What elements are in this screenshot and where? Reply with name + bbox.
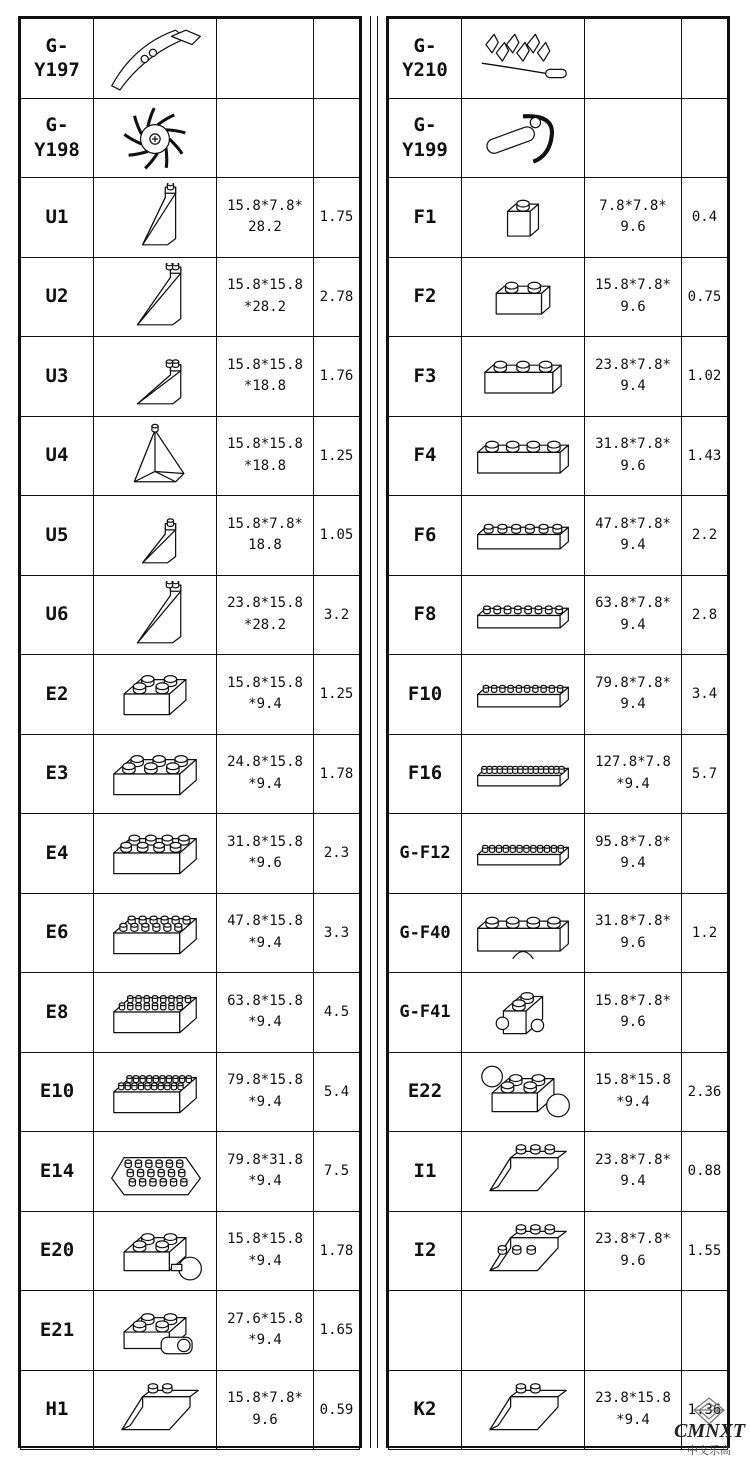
part-weight: 1.43 (682, 416, 728, 496)
part-dimensions: 15.8*15.8 *18.8 (217, 337, 314, 417)
part-image-cell (462, 496, 585, 576)
part-image-cell (94, 1291, 217, 1371)
part-code: U3 (21, 337, 94, 417)
part-image-cell (94, 337, 217, 417)
part-image-cell (462, 814, 585, 894)
part-dimensions (585, 98, 682, 178)
part-dimensions: 15.8*15.8 *9.4 (217, 1211, 314, 1291)
part-dimensions: 15.8*7.8* 9.6 (585, 973, 682, 1053)
part-image-cell (462, 337, 585, 417)
part-image-cell (462, 1211, 585, 1291)
part-weight (682, 98, 728, 178)
part-code: E3 (21, 734, 94, 814)
part-code: U1 (21, 178, 94, 258)
watermark-logo (674, 1396, 744, 1458)
part-row (389, 416, 728, 496)
wedge-plate-icon (103, 1137, 207, 1205)
part-weight: 2.2 (682, 496, 728, 576)
part-row (389, 178, 728, 258)
part-weight: 2.8 (682, 575, 728, 655)
part-dimensions: 31.8*15.8 *9.6 (217, 814, 314, 894)
part-dimensions: 23.8*15.8 *28.2 (217, 575, 314, 655)
part-weight: 3.3 (314, 893, 360, 973)
part-weight: 1.76 (314, 337, 360, 417)
part-dimensions: 23.8*15.8 *9.4 (585, 1370, 682, 1450)
part-code: F6 (389, 496, 462, 576)
brick-1x16-icon (471, 740, 575, 808)
part-code: G- Y210 (389, 19, 462, 99)
part-row (21, 257, 360, 337)
part-row (21, 1370, 360, 1450)
part-weight: 2.3 (314, 814, 360, 894)
part-dimensions: 7.8*7.8* 9.6 (585, 178, 682, 258)
part-weight: 1.36 (682, 1370, 728, 1450)
column-separator (362, 16, 386, 1448)
part-row (21, 416, 360, 496)
watermark-text: CMNXT (674, 1420, 746, 1442)
part-weight (314, 19, 360, 99)
part-image-cell (94, 575, 217, 655)
part-dimensions: 15.8*15.8 *28.2 (217, 257, 314, 337)
brick-1x2-icon (471, 263, 575, 331)
part-code: E6 (21, 893, 94, 973)
part-code: E14 (21, 1132, 94, 1212)
part-image-cell (462, 257, 585, 337)
part-code: U5 (21, 496, 94, 576)
part-dimensions: 27.6*15.8 *9.4 (217, 1291, 314, 1371)
part-weight: 1.55 (682, 1211, 728, 1291)
part-dimensions: 31.8*7.8* 9.6 (585, 893, 682, 973)
part-code: F3 (389, 337, 462, 417)
part-row (21, 1052, 360, 1132)
slope-tall-1x2-icon (103, 183, 207, 251)
part-code: E21 (21, 1291, 94, 1371)
brick-1x10-icon (471, 660, 575, 728)
part-code: U2 (21, 257, 94, 337)
part-row (389, 1211, 728, 1291)
brick-2x2-icon (103, 660, 207, 728)
part-image-cell (94, 973, 217, 1053)
part-weight: 5.4 (314, 1052, 360, 1132)
part-code: G- Y198 (21, 98, 94, 178)
part-row (21, 496, 360, 576)
part-image-cell (94, 178, 217, 258)
part-image-cell (94, 814, 217, 894)
part-code: G-F41 (389, 973, 462, 1053)
parts-sheet (18, 16, 730, 1448)
part-dimensions: 15.8*15.8 *18.8 (217, 416, 314, 496)
part-weight: 0.4 (682, 178, 728, 258)
inverted-slope-2x3-icon (471, 1217, 575, 1285)
part-row (21, 1132, 360, 1212)
part-weight: 1.25 (314, 416, 360, 496)
part-weight: 0.88 (682, 1132, 728, 1212)
part-image-cell (462, 893, 585, 973)
part-dimensions: 15.8*15.8 *9.4 (217, 655, 314, 735)
part-dimensions: 47.8*15.8 *9.4 (217, 893, 314, 973)
brick-1x8-icon (471, 581, 575, 649)
part-row (389, 893, 728, 973)
part-row (21, 178, 360, 258)
part-row (21, 1291, 360, 1371)
slope-tall-2x2-icon (103, 263, 207, 331)
brick-1x3-icon (471, 342, 575, 410)
part-row (21, 1211, 360, 1291)
part-dimensions: 79.8*7.8* 9.4 (585, 655, 682, 735)
part-row (21, 98, 360, 178)
part-code: U6 (21, 575, 94, 655)
part-row (389, 496, 728, 576)
part-dimensions: 15.8*15.8 *9.4 (585, 1052, 682, 1132)
ball-joint-brick-icon (103, 1217, 207, 1285)
part-code: F8 (389, 575, 462, 655)
part-image-cell (462, 178, 585, 258)
part-dimensions: 79.8*15.8 *9.4 (217, 1052, 314, 1132)
leaf-branch-icon (471, 24, 575, 92)
part-dimensions (585, 1291, 682, 1371)
part-weight: 7.5 (314, 1132, 360, 1212)
part-image-cell (462, 575, 585, 655)
part-image-cell (462, 1052, 585, 1132)
part-code: I2 (389, 1211, 462, 1291)
part-weight (682, 19, 728, 99)
left-parts-table (20, 18, 360, 1450)
part-image-cell (462, 19, 585, 99)
bent-arm-icon (103, 24, 207, 92)
part-dimensions: 23.8*7.8* 9.4 (585, 1132, 682, 1212)
part-code (389, 1291, 462, 1371)
slope-1x3-icon (471, 1376, 575, 1444)
part-image-cell (94, 98, 217, 178)
part-row (21, 19, 360, 99)
part-dimensions: 23.8*7.8* 9.6 (585, 1211, 682, 1291)
part-image-cell (94, 416, 217, 496)
inverted-slope-icon (103, 1376, 207, 1444)
part-weight: 2.78 (314, 257, 360, 337)
part-dimensions (217, 98, 314, 178)
side-stud-brick-icon (471, 978, 575, 1046)
part-weight (682, 814, 728, 894)
part-image-cell (462, 1291, 585, 1371)
part-weight: 2.36 (682, 1052, 728, 1132)
brick-2x3-icon (103, 740, 207, 808)
part-code: K2 (389, 1370, 462, 1450)
part-row (21, 893, 360, 973)
part-weight (682, 973, 728, 1053)
part-dimensions: 15.8*7.8* 9.6 (585, 257, 682, 337)
part-dimensions: 24.8*15.8 *9.4 (217, 734, 314, 814)
slope-1x2-icon (103, 501, 207, 569)
part-row (21, 814, 360, 894)
part-dimensions: 31.8*7.8* 9.6 (585, 416, 682, 496)
part-code: F4 (389, 416, 462, 496)
inverted-slope-1x3-icon (471, 1137, 575, 1205)
part-image-cell (94, 19, 217, 99)
part-image-cell (94, 1132, 217, 1212)
slope-2x2-icon (103, 342, 207, 410)
brick-2x10-icon (103, 1058, 207, 1126)
part-image-cell (94, 1052, 217, 1132)
part-row (389, 1291, 728, 1371)
part-code: E10 (21, 1052, 94, 1132)
part-image-cell (462, 1370, 585, 1450)
part-image-cell (462, 734, 585, 814)
part-weight: 1.2 (682, 893, 728, 973)
part-image-cell (462, 1132, 585, 1212)
part-row (21, 337, 360, 417)
part-image-cell (462, 655, 585, 735)
part-image-cell (94, 734, 217, 814)
brick-1x1-icon (471, 183, 575, 251)
part-weight (682, 1291, 728, 1371)
part-image-cell (94, 655, 217, 735)
pyramid-slope-icon (103, 422, 207, 490)
part-image-cell (94, 1211, 217, 1291)
part-row (21, 655, 360, 735)
part-image-cell (462, 416, 585, 496)
part-dimensions: 47.8*7.8* 9.4 (585, 496, 682, 576)
part-row (21, 973, 360, 1053)
brick-1x4-icon (471, 422, 575, 490)
part-row (389, 257, 728, 337)
arch-brick-icon (471, 899, 575, 967)
part-code: H1 (21, 1370, 94, 1450)
part-weight: 1.75 (314, 178, 360, 258)
part-weight: 3.4 (682, 655, 728, 735)
part-code: E2 (21, 655, 94, 735)
part-code: E20 (21, 1211, 94, 1291)
part-row (21, 734, 360, 814)
part-image-cell (94, 257, 217, 337)
part-weight: 1.25 (314, 655, 360, 735)
left-parts-panel (18, 16, 362, 1448)
part-code: E22 (389, 1052, 462, 1132)
part-weight: 1.05 (314, 496, 360, 576)
part-dimensions: 95.8*7.8* 9.4 (585, 814, 682, 894)
brick-1x12-icon (471, 819, 575, 887)
part-dimensions (585, 19, 682, 99)
part-weight: 0.59 (314, 1370, 360, 1450)
part-image-cell (94, 893, 217, 973)
part-row (389, 1052, 728, 1132)
part-weight: 0.75 (682, 257, 728, 337)
part-row (389, 98, 728, 178)
watermark-subtext: 中文乐高 (687, 1444, 731, 1457)
brick-1x6-icon (471, 501, 575, 569)
part-code: F10 (389, 655, 462, 735)
part-image-cell (94, 496, 217, 576)
part-weight (314, 98, 360, 178)
part-weight: 1.02 (682, 337, 728, 417)
part-code: F1 (389, 178, 462, 258)
right-parts-panel (386, 16, 730, 1448)
part-dimensions: 23.8*7.8* 9.4 (585, 337, 682, 417)
part-image-cell (94, 1370, 217, 1450)
part-weight: 3.2 (314, 575, 360, 655)
slope-3x2-icon (103, 581, 207, 649)
part-row (389, 1132, 728, 1212)
part-dimensions: 15.8*7.8* 9.6 (217, 1370, 314, 1450)
part-row (389, 575, 728, 655)
part-code: G-F40 (389, 893, 462, 973)
brick-2x4-icon (103, 819, 207, 887)
part-dimensions: 63.8*15.8 *9.4 (217, 973, 314, 1053)
part-code: E8 (21, 973, 94, 1053)
right-parts-table (388, 18, 728, 1450)
brick-2x8-icon (103, 978, 207, 1046)
part-code: I1 (389, 1132, 462, 1212)
gear-wheel-icon (103, 104, 207, 172)
handle-bar-icon (471, 104, 575, 172)
part-row (389, 973, 728, 1053)
part-row (389, 337, 728, 417)
part-weight: 1.78 (314, 734, 360, 814)
part-image-cell (462, 973, 585, 1053)
part-weight: 1.78 (314, 1211, 360, 1291)
part-row (389, 814, 728, 894)
part-row (389, 655, 728, 735)
brick-2x6-icon (103, 899, 207, 967)
part-weight: 5.7 (682, 734, 728, 814)
part-code: G- Y197 (21, 19, 94, 99)
part-dimensions: 15.8*7.8* 18.8 (217, 496, 314, 576)
part-dimensions: 79.8*31.8 *9.4 (217, 1132, 314, 1212)
part-weight: 4.5 (314, 973, 360, 1053)
socket-brick-icon (103, 1296, 207, 1364)
part-dimensions: 63.8*7.8* 9.4 (585, 575, 682, 655)
double-ball-brick-icon (471, 1058, 575, 1126)
part-row (389, 19, 728, 99)
part-dimensions: 15.8*7.8* 28.2 (217, 178, 314, 258)
part-code: G- Y199 (389, 98, 462, 178)
part-code: F2 (389, 257, 462, 337)
part-code: E4 (21, 814, 94, 894)
part-row (389, 734, 728, 814)
part-dimensions: 127.8*7.8 *9.4 (585, 734, 682, 814)
part-row (21, 575, 360, 655)
part-code: G-F12 (389, 814, 462, 894)
part-dimensions (217, 19, 314, 99)
part-code: U4 (21, 416, 94, 496)
part-image-cell (462, 98, 585, 178)
part-code: F16 (389, 734, 462, 814)
part-weight: 1.65 (314, 1291, 360, 1371)
